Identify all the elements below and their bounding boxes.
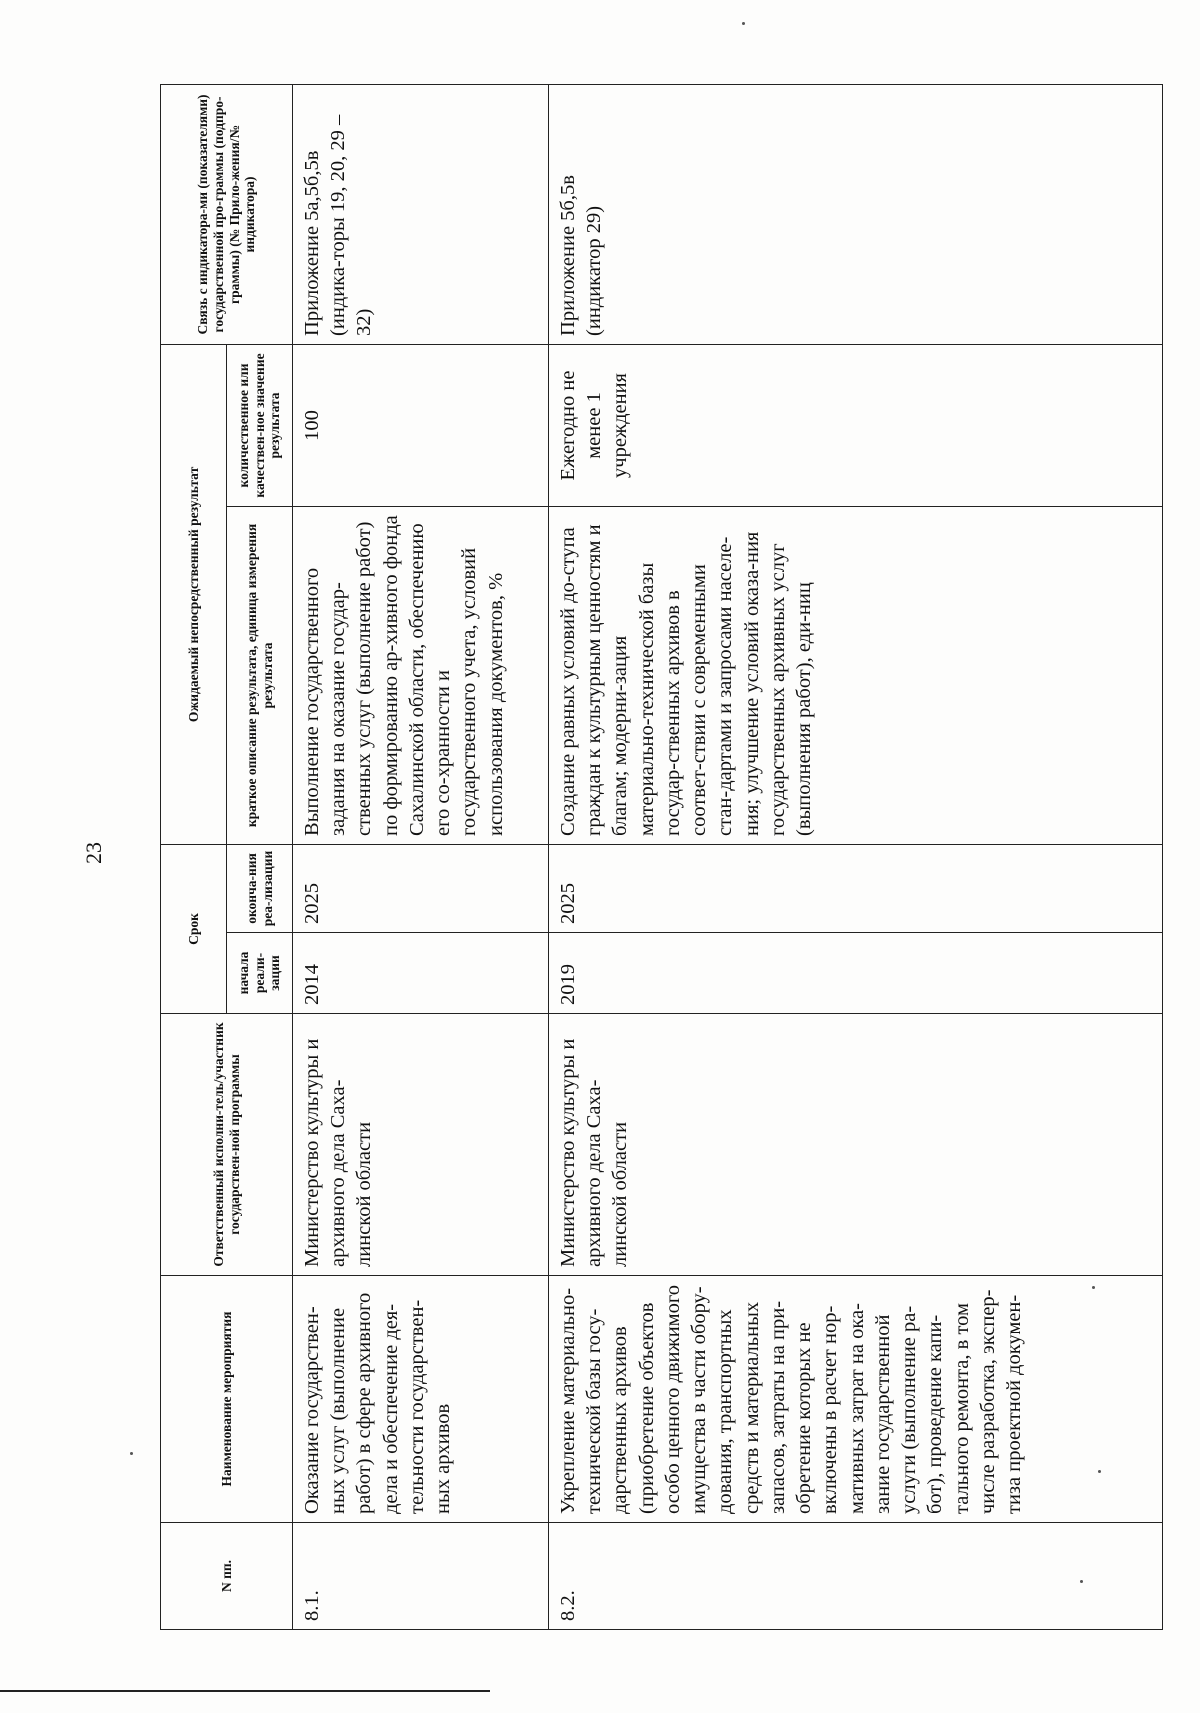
header-result-value: количественное или качествен-ное значение результата — [227, 344, 293, 506]
header-num: N пп. — [161, 1523, 293, 1630]
cell-start: 2019 — [549, 933, 1163, 1014]
header-responsible: Ответственный исполни-тель/участник государствен-ной программы — [161, 1014, 293, 1276]
header-term-start: начала реали-зации — [227, 933, 293, 1014]
header-term-end: оконча-ния реа-лизации — [227, 844, 293, 932]
header-name: Наименование мероприятия — [161, 1276, 293, 1523]
header-indicator-link: Связь с индикатора-ми (показателями) государственной про-граммы (подпро-граммы) (№ Прило-жения/№ индикатора) — [161, 84, 293, 344]
cell-num: 8.2. — [549, 1523, 1163, 1630]
header-expected-result: Ожидаемый непосредственный результат — [161, 344, 227, 844]
bottom-rule — [0, 1690, 490, 1692]
cell-value: 100 — [293, 344, 549, 506]
page-number: 23 — [81, 842, 106, 864]
scan-speck — [1092, 1286, 1095, 1289]
cell-responsible: Министерство культуры и архивного дела Саха-линской области — [549, 1014, 1163, 1276]
table-row — [549, 84, 1163, 1629]
cell-name: Укрепление материально-технической базы госу-дарственных архивов (приобретение объектов особо ценного движимого имущества в части обору-дования, транспортных средств и материальных запасов, затраты на при-обретение которых не включены в расчет нор-мативных затрат на ока-зание государственной услуги (выполнение ра-бот), проведение капи-тального ремонта, в том числе разработка, экспер-тиза проектной докумен- — [549, 1276, 1163, 1523]
scan-speck — [742, 22, 745, 25]
cell-indicator-link: Приложение 5б,5в (индикатор 29) — [549, 84, 1163, 344]
cell-end: 2025 — [293, 844, 549, 932]
header-term: Срок — [161, 844, 227, 1013]
scan-speck — [130, 1452, 133, 1455]
cell-value: Ежегодно не менее 1 учреждения — [549, 344, 1163, 506]
cell-description: Выполнение государственного задания на оказание государ-ственных услуг (выполнение работ) по формированию ар-хивного фонда Сахалинской области, обеспечению его со-хранности и государственного учета, условий использования документов, % — [293, 506, 549, 844]
cell-indicator-link: Приложение 5а,5б,5в (индика-торы 19, 20, 29 – 32) — [293, 84, 549, 344]
activities-table — [160, 84, 1163, 1630]
table-row — [293, 84, 549, 1629]
scan-speck — [1080, 1580, 1083, 1583]
scan-speck — [1098, 1470, 1101, 1473]
cell-description: Создание равных условий до-ступа граждан к культурным ценностям и благам; модерни-зация материально-технической базы государ-ственных архивов в соответ-ствии с современными стан-дартами и запросами населе-ния; улучшение условий оказа-ния государственных архивных услуг (выполнения работ), еди-ниц — [549, 506, 1163, 844]
rotated-table-container — [160, 85, 1163, 1630]
cell-name: Оказание государствен-ных услуг (выполнение работ) в сфере архивного дела и обеспечение дея-тельности государствен-ных архивов — [293, 1276, 549, 1523]
cell-num: 8.1. — [293, 1523, 549, 1630]
cell-end: 2025 — [549, 844, 1163, 932]
cell-responsible: Министерство культуры и архивного дела Саха-линской области — [293, 1014, 549, 1276]
cell-start: 2014 — [293, 933, 549, 1014]
header-result-description: краткое описание результата, единица измерения результата — [227, 506, 293, 844]
